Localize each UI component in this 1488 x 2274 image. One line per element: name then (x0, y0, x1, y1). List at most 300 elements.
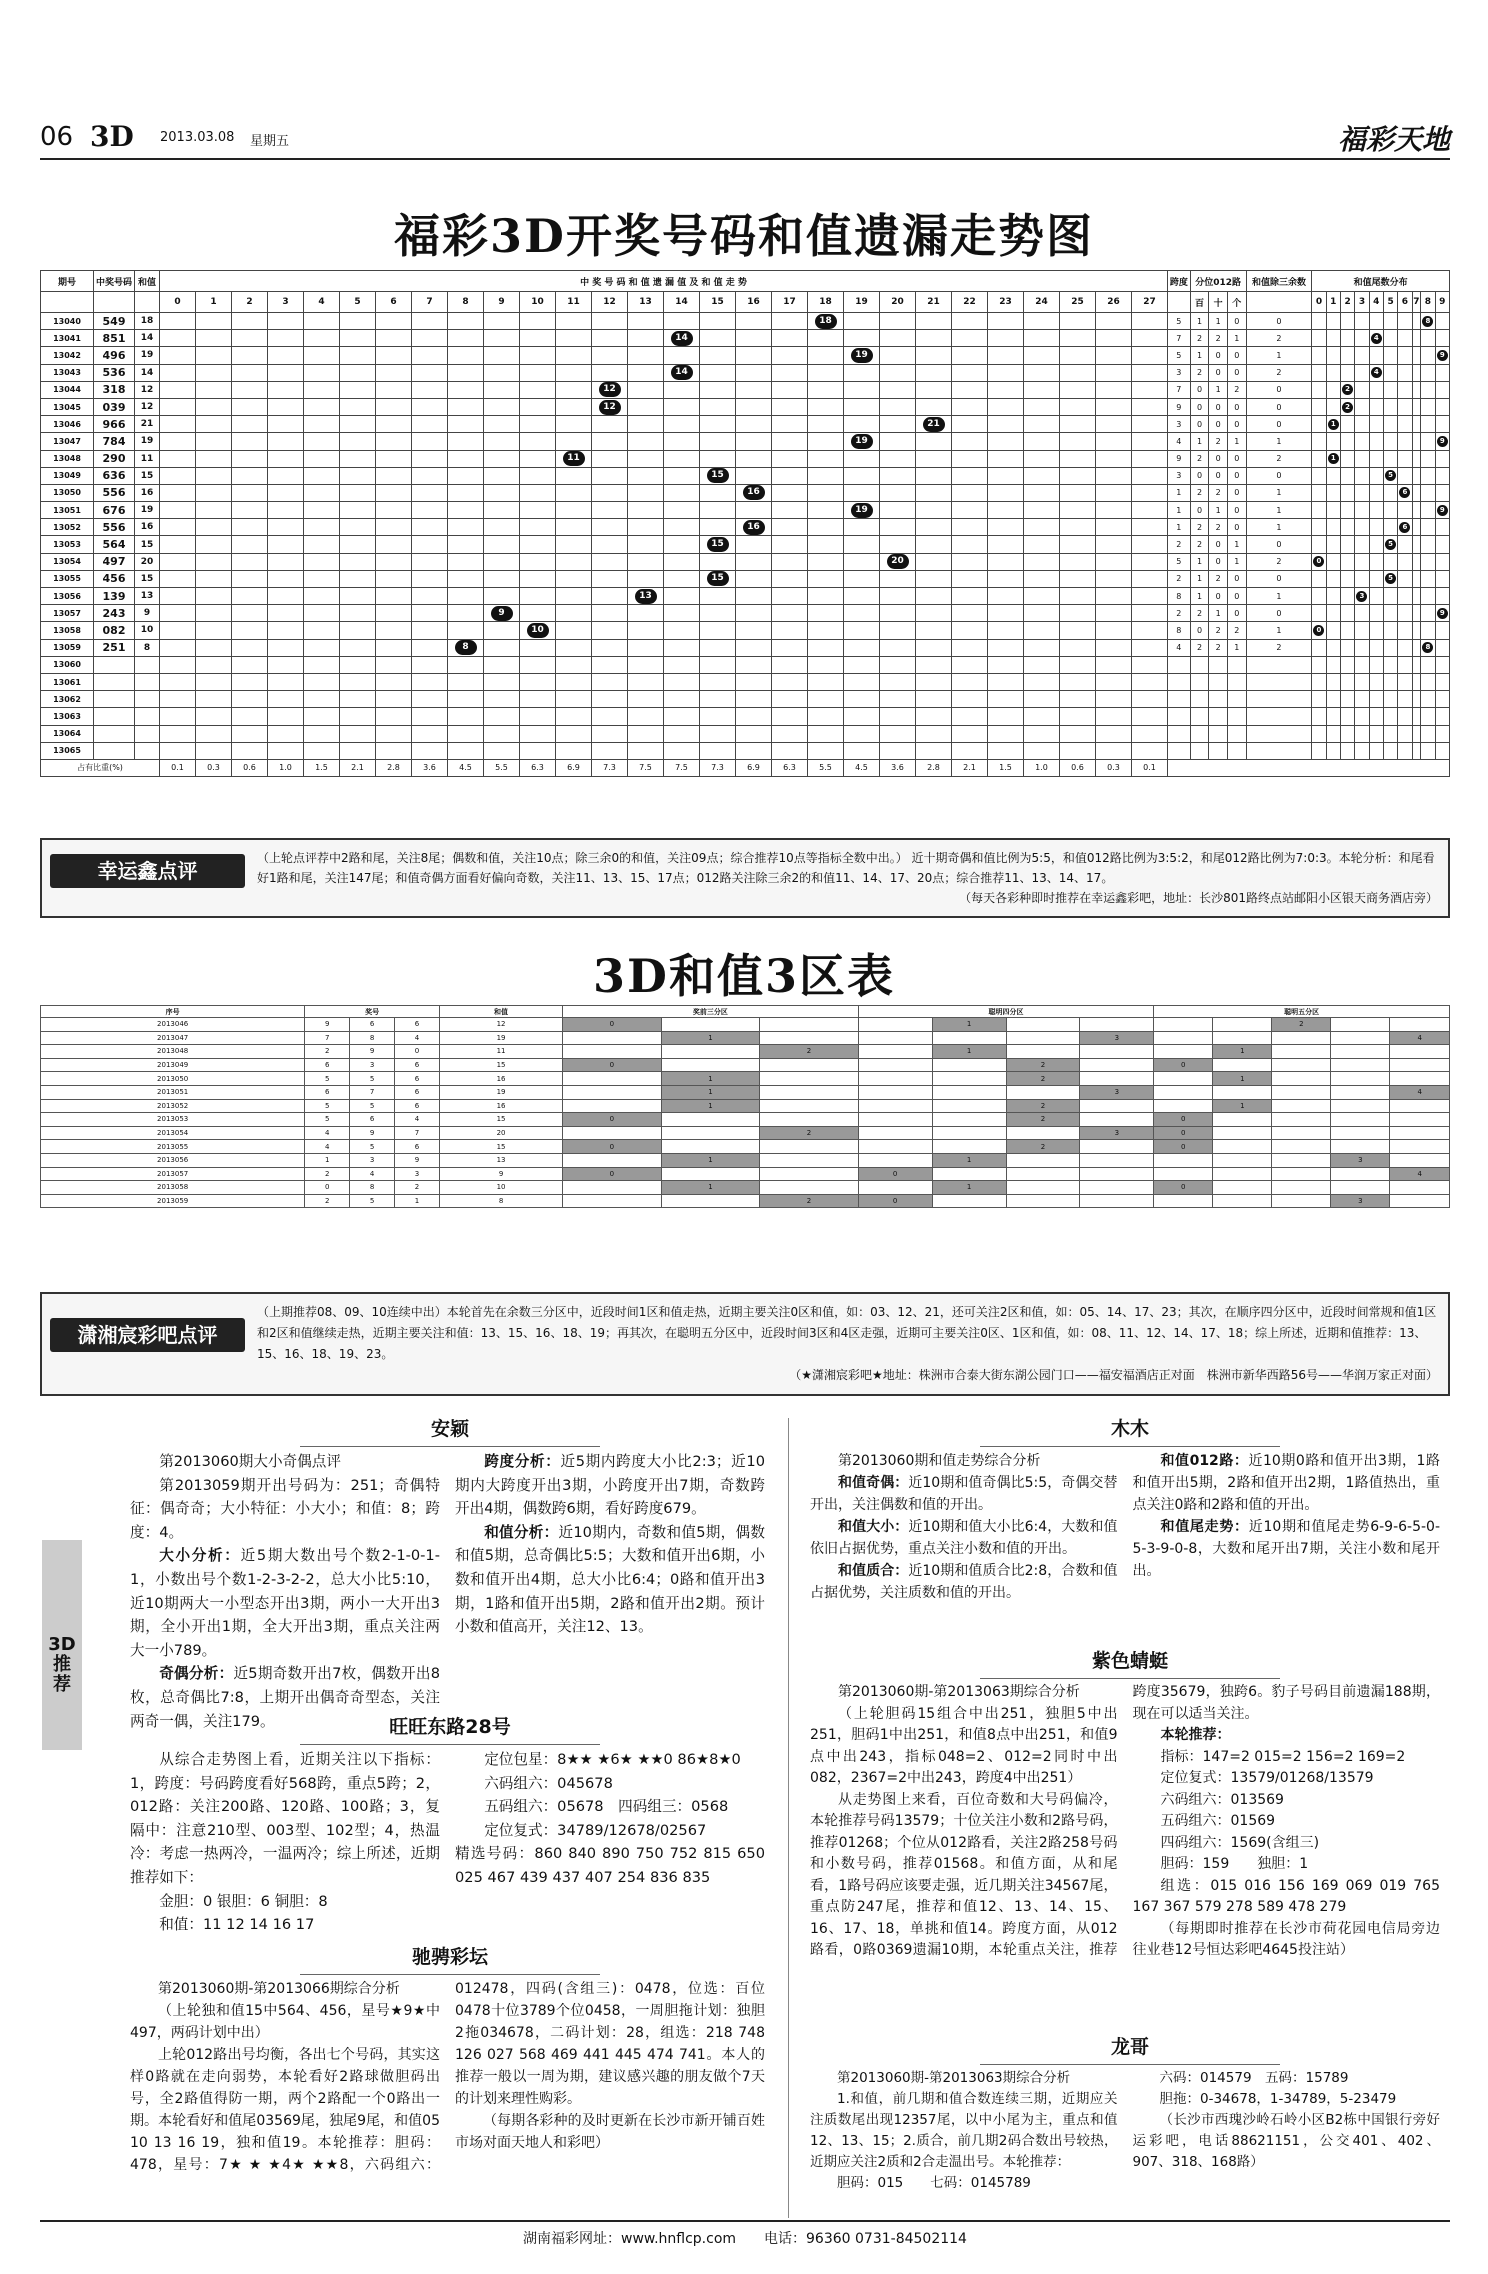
sum-cell (952, 381, 988, 398)
sum-marker: 19 (851, 434, 873, 449)
zone5-cell (1272, 1031, 1331, 1045)
tail-cell (1369, 519, 1383, 536)
sum-cell (772, 691, 808, 708)
sum-cell (844, 570, 880, 587)
sum-cell (808, 467, 844, 484)
zone4-cell: 1 (932, 1181, 1006, 1195)
sum-cell (1060, 313, 1096, 330)
tail-cell (1340, 347, 1354, 364)
tail-cell (1398, 656, 1412, 673)
page-number: 06 (40, 122, 74, 152)
draw-number: 556 (94, 484, 135, 501)
sum-cell (484, 605, 520, 622)
period-id: 13041 (41, 330, 94, 347)
blank-cell (1246, 292, 1312, 313)
zone4-cell: 2 (1006, 1099, 1080, 1113)
sum-cell (556, 742, 592, 759)
column-divider (788, 1418, 789, 2218)
sum-cell (232, 691, 268, 708)
zone-id: 2013055 (41, 1140, 305, 1154)
sum-cell (520, 433, 556, 450)
dist-value: 0 (1227, 502, 1246, 519)
sum-cell (592, 484, 628, 501)
sum-cell (880, 725, 916, 742)
zone-digit: 5 (305, 1072, 350, 1086)
zone-digit: 6 (395, 1099, 440, 1113)
zone3-cell: 1 (661, 1031, 760, 1045)
tail-cell (1369, 364, 1383, 381)
draw-sum: 16 (135, 519, 160, 536)
tail-cell (1369, 553, 1383, 570)
zone4-cell (858, 1031, 932, 1045)
tail-cell (1435, 450, 1449, 467)
sum-cell (556, 450, 592, 467)
comment-body-1: （上轮点评荐中2路和尾，关注8尾；偶数和值，关注10点；除三余0的和值，关注09点；综合推荐10点等指标全数中出。） 近十期奇偶和值比例为5:5，和值012路比例为3:5:2，和尾012路比例为7:0:3。本轮分析：和尾看好1路和尾，关注147尾；和值奇偶方面看好偏向奇数，关注11、13、15、17点；012路关注除三余2的和值11、14、17、20点；综合推荐11、13、14、17。 (257, 851, 1435, 885)
sum-cell (196, 536, 232, 553)
sum-cell (556, 656, 592, 673)
sum-cell (1132, 467, 1168, 484)
zone4-cell (1006, 1031, 1080, 1045)
sum-marker: 18 (815, 314, 837, 329)
sum-cell (1024, 502, 1060, 519)
sum-cell (340, 347, 376, 364)
dist-value (1227, 673, 1246, 690)
zone4-cell: 1 (932, 1153, 1006, 1167)
remainder-value: 0 (1246, 570, 1312, 587)
draw-sum: 15 (135, 467, 160, 484)
sum-cell (484, 416, 520, 433)
ratio-value: 5.5 (808, 759, 844, 776)
tail-cell (1383, 536, 1397, 553)
tail-cell (1326, 536, 1340, 553)
anying-p3: 近5期奇数开出7枚，偶数开出8枚，总奇偶比7:8，上期开出偶奇奇型态，关注两奇一偶，关注179。 (130, 1665, 440, 1730)
sum-cell (880, 330, 916, 347)
sum-cell (808, 553, 844, 570)
sum-cell (772, 742, 808, 759)
tail-cell (1355, 742, 1369, 759)
zone-digit: 6 (395, 1140, 440, 1154)
sum-cell (664, 536, 700, 553)
sum-cell (556, 536, 592, 553)
sum-cell (448, 708, 484, 725)
sum-cell (664, 347, 700, 364)
zone-digit: 9 (350, 1126, 395, 1140)
ratio-value: 7.5 (664, 759, 700, 776)
sum-cell (952, 708, 988, 725)
sum-cell (700, 416, 736, 433)
draw-sum: 19 (135, 502, 160, 519)
sum-cell (808, 622, 844, 639)
dist-value: 0 (1209, 398, 1228, 415)
zone5-cell (1213, 1167, 1272, 1181)
tail-cell (1383, 656, 1397, 673)
period-id: 13047 (41, 433, 94, 450)
tail-cell (1412, 639, 1421, 656)
sum-cell (1024, 656, 1060, 673)
wangwang-l2: 和值：11 12 14 16 17 (159, 1916, 315, 1934)
tail-cell (1326, 364, 1340, 381)
sum-cell (412, 519, 448, 536)
tail-cell (1421, 347, 1435, 364)
dist-value: 2 (1209, 570, 1228, 587)
sum-cell (1024, 433, 1060, 450)
zone-digit: 5 (350, 1140, 395, 1154)
dist-value: 2 (1190, 605, 1209, 622)
sum-marker: 11 (563, 451, 585, 466)
draw-number (94, 742, 135, 759)
sum-cell (664, 725, 700, 742)
zone4-cell (932, 1167, 1006, 1181)
zone5-cell (1213, 1181, 1272, 1195)
zone3-cell (661, 1113, 760, 1127)
dist-value: 2 (1209, 639, 1228, 656)
sum-cell (412, 433, 448, 450)
dist-value: 0 (1209, 364, 1228, 381)
sum-cell (1096, 364, 1132, 381)
sum-cell (304, 605, 340, 622)
zone-id: 2013052 (41, 1099, 305, 1113)
sum-cell (340, 364, 376, 381)
sum-cell (268, 656, 304, 673)
sum-cell (952, 313, 988, 330)
sum-cell (232, 364, 268, 381)
sum-cell (520, 673, 556, 690)
sum-cell (268, 347, 304, 364)
table-row (41, 519, 1450, 536)
sum-cell (700, 673, 736, 690)
blank-cell (135, 292, 160, 313)
sum-cell (664, 433, 700, 450)
mumu-p5: 近10期和值尾走势6-9-6-5-0-5-3-9-0-8，大数和尾开出7期，关注小数和尾开出。 (1132, 1519, 1441, 1579)
tail-marker: 5 (1385, 470, 1396, 481)
span-value: 2 (1168, 570, 1191, 587)
tail-cell (1312, 347, 1326, 364)
sum-cell (628, 742, 664, 759)
sum-cell (304, 450, 340, 467)
sum-cell (916, 553, 952, 570)
table-row (41, 416, 1450, 433)
sum-cell (376, 742, 412, 759)
sum-cell (844, 656, 880, 673)
tail-cell (1383, 381, 1397, 398)
sum-cell (916, 381, 952, 398)
sum-cell (448, 416, 484, 433)
zone3-cell (760, 1058, 859, 1072)
sum-cell (988, 381, 1024, 398)
tail-cell (1398, 398, 1412, 415)
sum-cell (412, 484, 448, 501)
sum-cell (268, 639, 304, 656)
tail-cell (1412, 708, 1421, 725)
tail-cell (1312, 467, 1326, 484)
dist-value (1209, 656, 1228, 673)
zone-header-row (41, 1006, 1450, 1018)
sum-col-label: 22 (952, 292, 988, 313)
tail-cell (1369, 622, 1383, 639)
tail-cell (1355, 398, 1369, 415)
sum-cell (700, 467, 736, 484)
sum-cell (1024, 416, 1060, 433)
span-value (1168, 673, 1191, 690)
zone-sum: 16 (439, 1072, 562, 1086)
sum-cell (628, 313, 664, 330)
ratio-value: 1.0 (268, 759, 304, 776)
tail-cell (1435, 398, 1449, 415)
tail-marker: 0 (1313, 556, 1324, 567)
zone4-cell: 1 (932, 1045, 1006, 1059)
sum-cell (376, 347, 412, 364)
sum-cell (196, 691, 232, 708)
sum-cell (304, 364, 340, 381)
sum-cell (916, 725, 952, 742)
period-id: 13045 (41, 398, 94, 415)
zone-col-header: 和值 (439, 1006, 562, 1018)
zone-sum: 19 (439, 1031, 562, 1045)
tail-cell (1383, 725, 1397, 742)
sum-cell (160, 673, 196, 690)
sum-col-label: 9 (484, 292, 520, 313)
span-value: 3 (1168, 467, 1191, 484)
span-value: 4 (1168, 639, 1191, 656)
sum-cell (160, 725, 196, 742)
zone5-cell: 2 (1272, 1018, 1331, 1032)
sum-cell (808, 656, 844, 673)
sum-cell (988, 484, 1024, 501)
sum-cell (1060, 398, 1096, 415)
sum-cell (844, 484, 880, 501)
sum-cell (592, 467, 628, 484)
zone4-cell (1006, 1153, 1080, 1167)
sum-cell (1060, 725, 1096, 742)
sum-cell (628, 364, 664, 381)
zone-sum: 15 (439, 1058, 562, 1072)
sum-cell (880, 742, 916, 759)
period-id: 13044 (41, 381, 94, 398)
sum-cell (700, 605, 736, 622)
sum-cell (484, 656, 520, 673)
dist-value: 0 (1227, 398, 1246, 415)
sum-cell (664, 467, 700, 484)
sum-cell (196, 433, 232, 450)
sum-cell (520, 691, 556, 708)
sum-cell (916, 622, 952, 639)
draw-sum: 13 (135, 588, 160, 605)
zone-sum: 11 (439, 1045, 562, 1059)
sum-cell (232, 313, 268, 330)
sum-cell (196, 742, 232, 759)
sum-cell (916, 691, 952, 708)
sum-cell (448, 433, 484, 450)
sum-cell (952, 553, 988, 570)
sum-cell (412, 691, 448, 708)
sum-cell (232, 450, 268, 467)
sum-cell (844, 467, 880, 484)
sum-cell (376, 416, 412, 433)
remainder-value: 2 (1246, 639, 1312, 656)
ratio-value: 3.6 (412, 759, 448, 776)
zone4-cell (932, 1140, 1006, 1154)
sum-cell (520, 553, 556, 570)
zone-digit: 6 (395, 1058, 440, 1072)
sum-cell (196, 725, 232, 742)
wangwang-col-right (455, 1748, 765, 1890)
sum-cell (484, 708, 520, 725)
zone5-cell: 0 (1154, 1126, 1213, 1140)
zone-digit: 7 (350, 1085, 395, 1099)
sum-cell (844, 364, 880, 381)
draw-sum: 10 (135, 622, 160, 639)
tail-cell (1421, 433, 1435, 450)
dist-value: 0 (1209, 553, 1228, 570)
sum-cell (736, 708, 772, 725)
zone-id: 2013049 (41, 1058, 305, 1072)
sum-cell (232, 536, 268, 553)
zone-id: 2013046 (41, 1018, 305, 1032)
table-row (41, 536, 1450, 553)
sum-cell (772, 416, 808, 433)
sum-cell (736, 502, 772, 519)
sum-cell (484, 347, 520, 364)
sum-cell (1060, 605, 1096, 622)
sum-cell (160, 691, 196, 708)
page-footer: 湖南福彩网址：www.hnflcp.com 电话：96360 0731-84502114 (40, 2220, 1450, 2248)
zone5-cell (1272, 1153, 1331, 1167)
dist-value: 2 (1209, 433, 1228, 450)
sum-cell (880, 622, 916, 639)
zone-digit: 6 (350, 1018, 395, 1032)
sum-cell (412, 725, 448, 742)
tail-cell (1398, 691, 1412, 708)
sum-cell (376, 536, 412, 553)
period-id: 13061 (41, 673, 94, 690)
tail-cell (1435, 347, 1449, 364)
sum-col-label: 12 (592, 292, 628, 313)
ratio-value: 0.3 (196, 759, 232, 776)
sum-cell (412, 398, 448, 415)
sum-cell (664, 364, 700, 381)
tail-cell (1326, 347, 1340, 364)
zone-digit: 5 (350, 1072, 395, 1086)
remainder-value (1246, 691, 1312, 708)
sum-cell (268, 570, 304, 587)
dist-value: 1 (1190, 347, 1209, 364)
sum-cell (556, 330, 592, 347)
sum-cell (772, 622, 808, 639)
tail-cell (1312, 588, 1326, 605)
wangwang-r3: 五码组六：05678 四码组三：0568 (484, 1798, 729, 1816)
ratio-value: 1.0 (1024, 759, 1060, 776)
ratio-value: 2.1 (340, 759, 376, 776)
tail-cell (1326, 450, 1340, 467)
sum-cell (592, 313, 628, 330)
sum-cell (880, 570, 916, 587)
dist-value: 1 (1209, 502, 1228, 519)
tail-cell (1421, 639, 1435, 656)
period-id: 13059 (41, 639, 94, 656)
tail-cell (1326, 502, 1340, 519)
tail-cell (1312, 416, 1326, 433)
tail-cell (1412, 553, 1421, 570)
tail-cell (1383, 364, 1397, 381)
zone5-cell (1272, 1167, 1331, 1181)
tail-cell (1421, 622, 1435, 639)
anying-col-right (455, 1450, 765, 1639)
mumu-h1: 和值奇偶： (838, 1475, 909, 1491)
sum-cell (988, 519, 1024, 536)
sum-cell (160, 536, 196, 553)
sum-cell (448, 605, 484, 622)
sum-cell (1060, 673, 1096, 690)
zone4-cell (932, 1058, 1006, 1072)
sum-cell (628, 588, 664, 605)
sum-cell (556, 347, 592, 364)
sum-cell (736, 364, 772, 381)
tail-cell (1435, 691, 1449, 708)
sum-cell (268, 605, 304, 622)
sum-cell (988, 691, 1024, 708)
remainder-value: 0 (1246, 398, 1312, 415)
sum-cell (1096, 553, 1132, 570)
sum-cell (1060, 742, 1096, 759)
sum-cell (448, 484, 484, 501)
sum-cell (304, 553, 340, 570)
tail-cell (1435, 519, 1449, 536)
zone4-cell: 3 (1080, 1031, 1154, 1045)
sum-cell (196, 467, 232, 484)
weekday: 星期五 (250, 134, 290, 149)
tail-cell (1355, 725, 1369, 742)
sum-cell (1060, 416, 1096, 433)
sum-marker: 8 (455, 640, 477, 655)
draw-number: 082 (94, 622, 135, 639)
sum-cell (988, 313, 1024, 330)
tail-cell (1355, 622, 1369, 639)
sum-cell (196, 450, 232, 467)
tail-marker: 6 (1399, 522, 1410, 533)
table-row (41, 622, 1450, 639)
tail-cell (1421, 502, 1435, 519)
sum-cell (880, 502, 916, 519)
sum-cell (736, 553, 772, 570)
zone5-cell (1390, 1140, 1450, 1154)
zise-rec: 本轮推荐： (1160, 1727, 1231, 1743)
sum-cell (808, 364, 844, 381)
sum-cell (268, 467, 304, 484)
masthead-logo: 福彩天地 (1337, 123, 1450, 156)
sum-cell (484, 588, 520, 605)
zone-sum: 12 (439, 1018, 562, 1032)
tail-cell (1435, 639, 1449, 656)
sum-cell (448, 742, 484, 759)
sum-cell (412, 673, 448, 690)
sum-cell (880, 347, 916, 364)
sum-cell (736, 656, 772, 673)
tail-cell (1421, 381, 1435, 398)
zone3-cell: 2 (760, 1194, 859, 1208)
draw-number: 318 (94, 381, 135, 398)
sum-cell (340, 708, 376, 725)
sum-cell (268, 450, 304, 467)
sum-cell (628, 570, 664, 587)
zone4-cell: 1 (932, 1018, 1006, 1032)
tail-cell (1340, 519, 1354, 536)
dist-value: 0 (1209, 347, 1228, 364)
comment-text-2 (257, 1302, 1438, 1386)
sum-cell (304, 742, 340, 759)
zone4-cell (1080, 1072, 1154, 1086)
sum-cell (1060, 433, 1096, 450)
span-value: 7 (1168, 381, 1191, 398)
